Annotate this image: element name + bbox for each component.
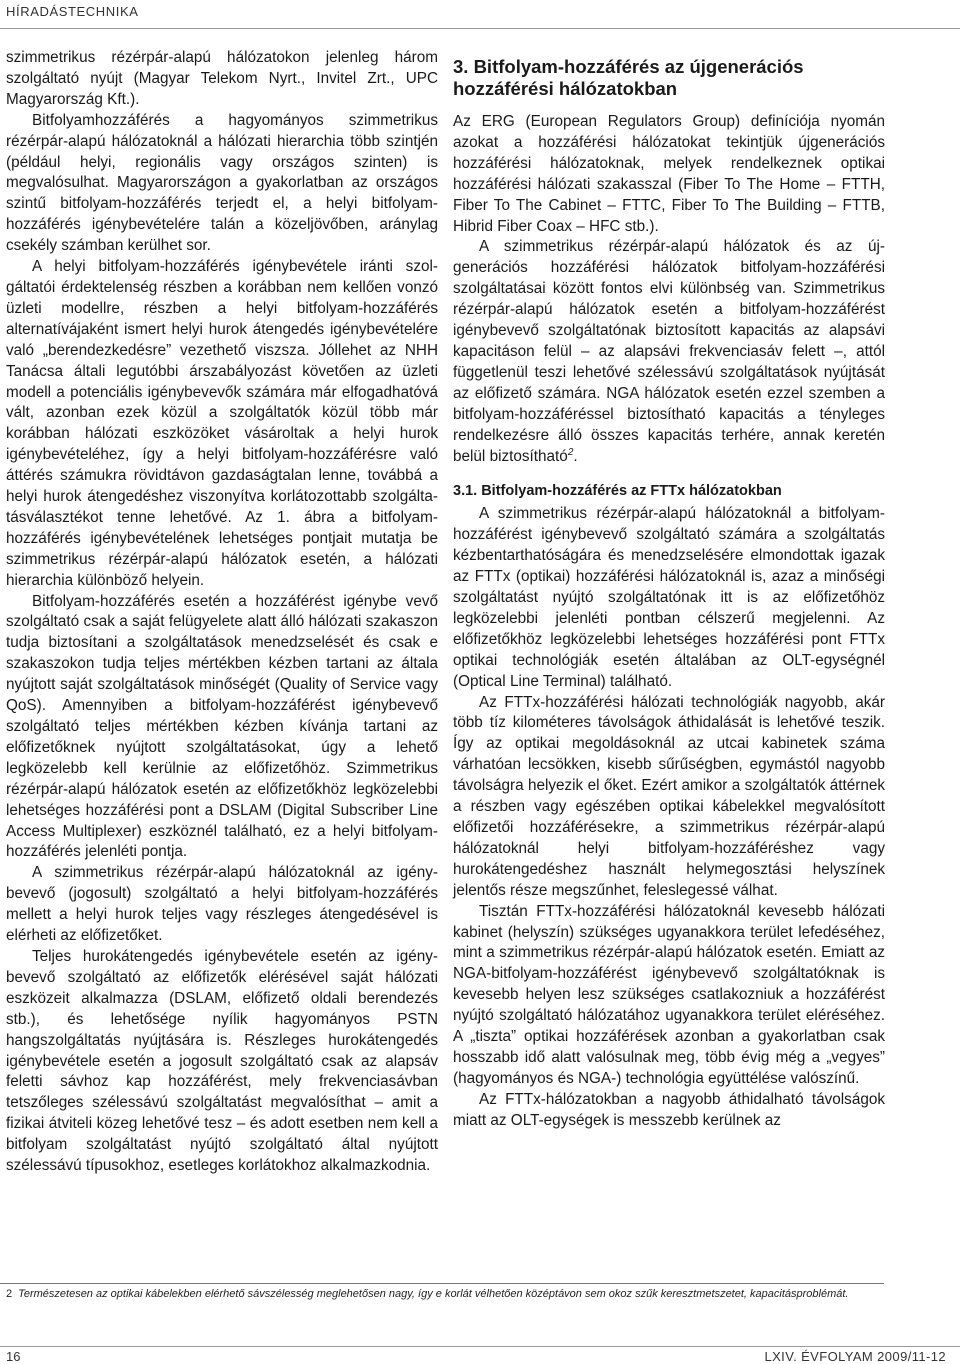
paragraph: Az ERG (European Regulators Group) definíciója nyomán azokat a hozzáférési hálózatokat tekintjük újgenerációs hozzáférési hálózatoknak, melyek rendelkeznek optikai hozzáférési hálózati szakasszal (Fiber To The Home – FTTH, Fiber To The Cabinet – FTTC, Fiber To The Building – FTTB, Hibrid Fiber Coax – HFC stb.). [453,113,885,235]
paragraph: Bitfolyam-hozzáférés esetén a hozzáférést igénybe vevő szolgáltató csak a saját felügyelete alatt álló hálózati szakaszon tudja biztosítani a szolgáltatások menedzselését és csak e szakaszokon tudja teljes mértékben kézben tartani az általa nyújtott saját szolgáltatások minőségét (Quality of Service vagy QoS). Amennyiben a bitfolyam-hozzáférést igénybevevő szolgáltató teljes mértékben kézben kívánja tartani az előfizetőknek nyújtott szolgáltatásokat, úgy a lehető legközelebb kell kerülnie az előfizetőhöz. Szimmetrikus rézérpár-alapú hálózatok esetén az előfizetőkhöz legközelebbi lehetséges hozzáférési pont a DSLAM (Digital Subscriber Line Access Multiplexer) eszköznél található, ez a helyi bitfolyam-hozzáférés jelenléti pontja. [6,592,438,861]
paragraph: Teljes hurokátengedés igénybevétele esetén az igénybevevő szolgáltató az előfizetők elérésével saját hálózati eszközeit alkalmazza (DSLAM, előfizető oldali berendezés stb.), és lehetősége nyílik hagyományos PSTN hangszolgáltatás nyújtására is. Részleges hurokátengedés igénybevétele esetén a jogosult szolgáltató csak az alapsáv feletti sávhoz kap hozzáférést, mely frekvenciasávban tetszőleges szélessávú szolgáltatást megvalósíthat – amit a fizikai átviteli közeg lehetővé tesz – és adott esetben nem kell a bitfolyam szolgáltatást nyújtó szolgáltató által nyújtott szélessávú típusokhoz, esetleges korlátokhoz alkalmazkodnia. [6,947,438,1175]
section-heading: 3. Bitfolyam-hozzáférés az újgenerációs hozzáférési hálózatokban [453,56,804,99]
header-divider [0,28,960,29]
paragraph: Az FTTx-hálózatokban a nagyobb áthidalható távolságok miatt az OLT-egységek is messzebb kerülnek az [453,1090,885,1129]
paragraph: A helyi bitfolyam-hozzáférés igénybevétele iránti szolgáltatói érdektelenség részben a korábban nem kellően vonzó üzleti modellre, részben a helyi bitfolyam-hozzáférés alternatívájaként ismert helyi hurok átengedés igénybevételére való „berendezkedésre” vezethető viszsza. Jóllehet az NHH Tanácsa általi legutóbbi árszabályozást követően az üzleti modell a potenciális igénybevevők számára már elfogadhatóvá vált, azonban ezek közül a szolgáltatók közül több már korábban hálózati eszközöket vásároltak a helyi hurok igénybevételéhez, így a helyi bitfolyam-hozzáférésre való áttérés számukra rövidtávon gazdaságtalan lenne, továbbá a helyi hurok átengedéshez viszonyítva korlátozottabb szolgáltatásválasztékot tenne lehetővé. Az 1. ábra a bitfolyam-hozzáférés igénybevételének lehetséges pontjait mutatja be szimmetrikus rézérpár-alapú hálózatok esetén, a hálózati hierarchia különböző helyein. [6,258,438,589]
paragraph-text: A szimmetrikus rézérpár-alapú hálózatok és az újgenerációs hozzáférési hálózatok bitfolyam-hozzáférési szolgáltatásai között fontos elvi különbség van. Szimmetrikus rézérpár-alapú hálózatok esetén a bitfolyam-hozzáférést igénybevevő szolgáltatónak biztosított kapacitás az alapsávi kapacitáson felül – az alapsávi frekvenciasáv felett –, attól függetlenül teszi lehetővé szélessávú szolgáltatások nyújtását az előfizető számára. NGA hálózatok esetén ezzel szemben a bitfolyam-hozzáféréssel biztosítható kapacitás a tényleges rendelkezésre álló összes kapacitás terhére, annak keretén belül biztosítható [453,238,885,465]
paragraph: A szimmetrikus rézérpár-alapú hálózatoknál a bitfolyam-hozzáférést igénybevevő szolgáltató számára a szolgáltatás kézbentarthatóságára és menedzselésére elmondottak igazak az FTTx (optikai) hozzáférési hálózatoknál is, azaz a minőségi szolgáltatást nyújtó szolgáltatónak itt is az előfizetőhöz legközelebbi jelenléti pontban célszerű megjelenni. Az előfizetőkhöz legközelebbi lehetséges hozzáférési pont FTTx optikai technológiák esetén általában az OLT-egységnél (Optical Line Terminal) található. [453,505,885,690]
paragraph-end: . [573,447,578,465]
footnote-text: Természetesen az optikai kábelekben elérhető sávszélesség meglehetősen nagy, így e korlát vélhetően középtávon sem okoz szűk keresztmetszetet, kapacitásproblémát. [18,1288,849,1300]
paragraph: Tisztán FTTx-hozzáférési hálózatoknál kevesebb hálózati kabinet (helyszín) szükséges ugyanakkora terület lefedéséhez, mint a szimmetrikus rézérpár-alapú hálózatok esetén. Emiatt az NGA-bitfolyam-hozzáférést igénybevevő szolgáltatóknak is kevesebb helyen lesz szükséges csatlakozniuk a hozzáférést nyújtó szolgáltató hálózatához ugyanakkora terület eléréséhez. A „tiszta” optikai hozzáférések azonban a gyakorlatban csak hosszabb idő alatt valósulnak meg, több évig még a „vegyes” (hagyományos és NGA-) technológia együttélése valószínű. [453,902,885,1087]
right-column [453,56,885,1132]
journal-title: HÍRADÁSTECHNIKA [6,4,139,19]
page-number: 16 [6,1349,21,1364]
footnote-number: 2 [6,1288,13,1300]
journal-issue: LXIV. ÉVFOLYAM 2009/11-12 [764,1349,946,1364]
paragraph: Bitfolyamhozzáférés a hagyományos szimmetrikus rézérpár-alapú hálózatoknál a hálózati hierarchia több szintjén (például helyi, regionális vagy országos szinten) is megvalósulhat. Magyarországon a gyakorlatban az országos szintű bitfolyam-hozzáférés terjedt el, a helyi bitfolyam-hozzáférés igénybevételére talán a közeljövőben, aránylag csekély számban kerülhet sor. [6,111,438,255]
paragraph: Az FTTx-hozzáférési hálózati technológiák nagyobb, akár több tíz kilométeres távolságok áthidalását is lehetővé teszik. Így az optikai megoldásoknál az utcai kabinetek száma várhatóan lecsökken, kisebb sűrűségben, egymástól nagyobb távolságra helyezik el őket. Ezért amikor a szolgáltatók áttérnek a részben vagy egészében optikai kábelekkel megvalósított előfizetői hozzáférésekre, a szimmetrikus rézérpár-alapú hálózatoknál helyi bitfolyam-hozzáféréshez vagy hurokátengedéshez használt helymegosztási helyszínek jelentős része megszűnhet, feleslegessé válhat. [453,693,885,899]
paragraph: szimmetrikus rézérpár-alapú hálózatokon jelenleg három szolgáltató nyújt (Magyar Telekom Nyrt., Invitel Zrt., UPC Magyarország Kft.). [6,49,438,108]
footer-divider [0,1346,960,1347]
paragraph [453,237,885,467]
footnote-divider [0,1283,884,1284]
subsection-heading: 3.1. Bitfolyam-hozzáférés az FTTx hálózatokban [453,483,782,500]
footnote [6,1287,886,1301]
footnote-reference: 2 [567,446,574,458]
left-column [6,48,438,1177]
paragraph: A szimmetrikus rézérpár-alapú hálózatoknál az igénybevevő (jogosult) szolgáltató a helyi bitfolyam-hozzáférés mellett a helyi hurok teljes vagy részleges átengedésével is elérheti az előfizetőket. [6,864,438,945]
page-header [0,0,960,30]
